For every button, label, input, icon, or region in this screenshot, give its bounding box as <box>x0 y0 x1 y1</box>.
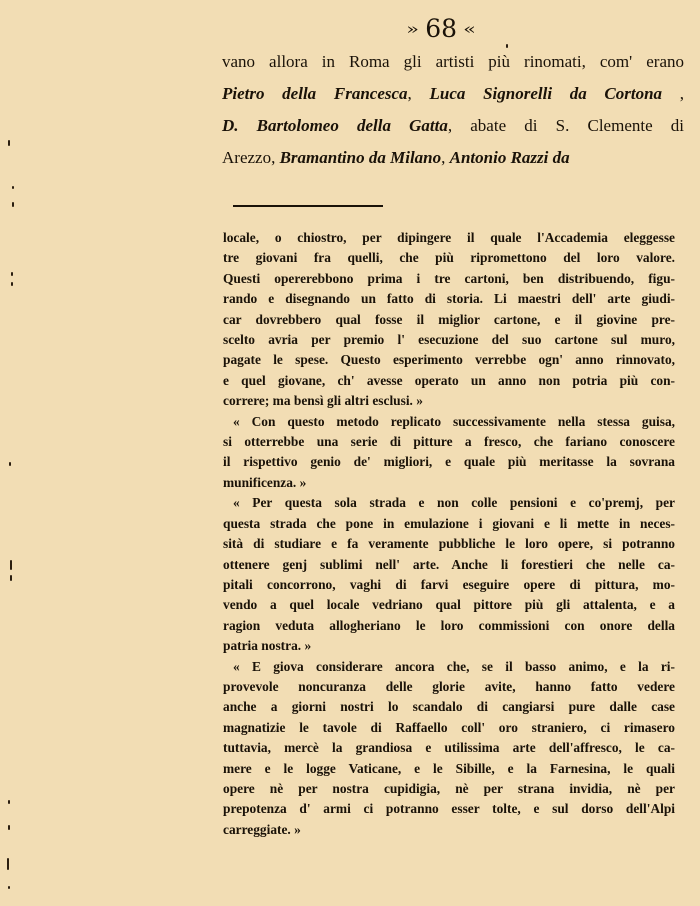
footnote-line: carreggiate. » <box>223 821 301 837</box>
footnote-line: vendo a quel locale vedriano qual pittore più gli attalenta, e a <box>223 597 675 613</box>
artist-name: Antonio Razzi da <box>449 148 570 167</box>
footnote-line: opere nè per nostra cupidigia, nè per strana invidia, nè per <box>223 780 675 796</box>
footnote-line: questa strada che pone in emulazione i giovani e li mette in neces- <box>223 515 675 531</box>
footnote-line: tuttavia, mercè la grandiosa e utilissima arte dell'affresco, le ca- <box>223 740 675 756</box>
artist-name: Pietro della Francesca <box>222 84 408 103</box>
main-line <box>222 78 684 110</box>
footnote-line: ragion veduta allogheriano le loro commissioni con onore della <box>223 617 675 633</box>
text-span: vano allora in Roma gli artisti più rinomati, com' erano <box>222 52 684 71</box>
footnote-text <box>223 228 675 840</box>
footnote-divider <box>233 205 383 207</box>
text-span: Arezzo, <box>222 148 280 167</box>
footnote-line: « E giova considerare ancora che, se il basso animo, e la ri- <box>233 658 675 674</box>
footnote-line: « Con questo metodo replicato successivamente nella stessa guisa, <box>233 413 675 429</box>
artist-name: Luca Signorelli da Cortona <box>429 84 663 103</box>
footnote-line: car dovrebbero qual fosse il miglior cartone, e il giovine pre- <box>223 311 675 327</box>
main-line <box>222 142 684 174</box>
footnote-line: patria nostra. » <box>223 638 312 654</box>
main-line <box>222 110 684 142</box>
main-line <box>222 46 684 78</box>
footnote-line: pitali concorrono, vaghi di farvi eseguire opere di pittura, mo- <box>223 576 675 592</box>
footnote-line: scelto avria per premio l' esecuzione del suo cartone sul muro, <box>223 332 675 348</box>
text-span: , <box>441 148 450 167</box>
text-span: , <box>407 84 430 103</box>
footnote-line: « Per questa sola strada e non colle pensioni e co'premj, per <box>233 495 675 511</box>
footnote-line: provevole noncuranza delle glorie avite, hanno fatto vedere <box>223 678 675 694</box>
footnote-line: si otterrebbe una serie di pitture a fresco, che fariano conoscere <box>223 434 675 450</box>
footnote-line: ottenere genj sublimi nell' arte. Anche li forestieri che nelle ca- <box>223 556 675 572</box>
footnote-line: correre; ma bensì gli altri esclusi. » <box>223 393 423 409</box>
footnote-line: magnatizie le tavole di Raffaello coll' oro straniero, ci rimasero <box>223 719 675 735</box>
footnote-line: sità di studiare e fa veramente pubbliche le loro opere, si potranno <box>223 536 675 552</box>
footnote-line: il rispettivo genio de' migliori, e quale più meritasse la sovrana <box>223 454 675 470</box>
footnote-line: Questi opererebbono prima i tre cartoni, ben distribuendo, figu- <box>223 270 675 286</box>
text-span: , <box>662 84 685 103</box>
right-ornament: « <box>463 19 477 38</box>
footnote-line: pagate le spese. Questo esperimento verrebbe ogn' anno rinnovato, <box>223 352 675 368</box>
footnote-line: munificenza. » <box>223 474 307 490</box>
footnote-line: prepotenza d' armi ci potranno esser tolte, e sul dorso dell'Alpi <box>223 801 675 817</box>
footnote-line: locale, o chiostro, per dipingere il quale l'Accademia eleggesse <box>223 230 675 245</box>
text-span: , abate di S. Clemente di <box>447 116 684 135</box>
left-ornament: » <box>406 19 420 38</box>
artist-name: D. Bartolomeo della Gatta <box>222 116 448 135</box>
footnote-line: anche a giorni nostri lo scandalo di cangiarsi pure dalle case <box>223 699 675 715</box>
page-number: 68 <box>425 14 457 43</box>
footnote-line: rando e disegnando un fatto di storia. Li maestri dell' arte giudi- <box>223 291 675 307</box>
footnote-line: mere e le logge Vaticane, e le Sibille, e la Farnesina, le quali <box>223 760 675 776</box>
footnote-line: tre giovani fra quelli, che più ripromettono del loro valore. <box>223 250 675 266</box>
main-text <box>222 46 684 174</box>
page-header <box>406 14 477 43</box>
footnote-line: e quel giovane, ch' avesse operato un anno non potria più con- <box>223 372 675 388</box>
artist-name: Bramantino da Milano <box>279 148 442 167</box>
